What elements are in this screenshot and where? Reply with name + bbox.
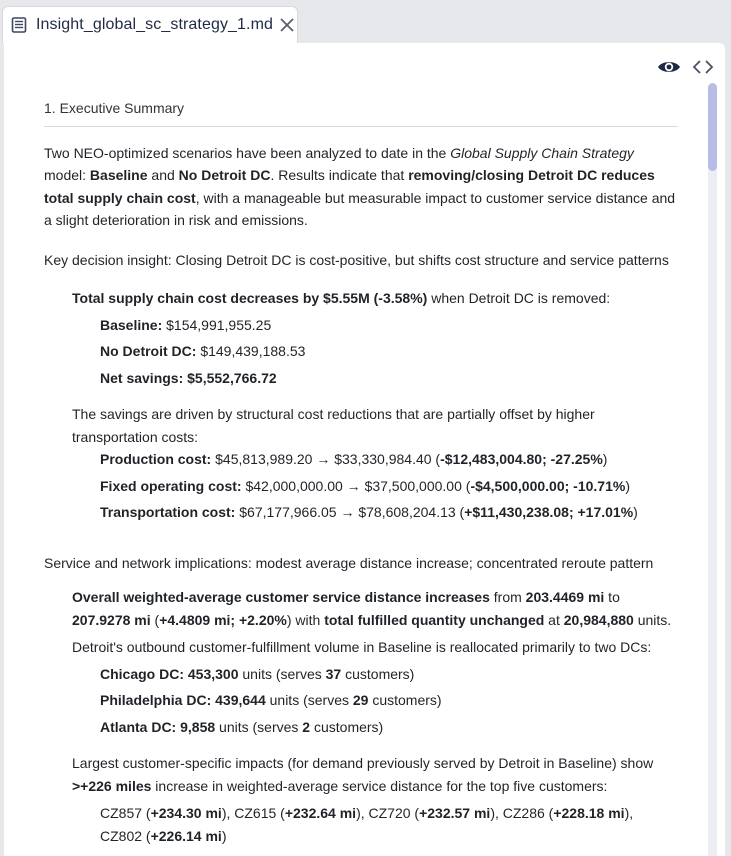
- file-tab[interactable]: [2, 6, 298, 43]
- philadelphia-dc: Philadelphia DC: 439,644 units (serves 29 customers): [100, 692, 442, 708]
- markdown-preview: [44, 97, 678, 847]
- no-detroit-cost: No Detroit DC: $149,439,188.53: [100, 343, 306, 359]
- view-toolbar: [657, 57, 715, 77]
- baseline-cost: Baseline: $154,991,955.25: [100, 316, 272, 333]
- document-icon: [11, 17, 27, 33]
- top-customers: CZ857 (+234.30 mi), CZ615 (+232.64 mi), CZ720 (+232.57 mi), CZ286 (+228.18 mi), CZ802 (+226.14 mi): [100, 805, 634, 844]
- eye-icon[interactable]: [657, 57, 681, 77]
- chicago-dc: Chicago DC: 453,300 units (serves 37 customers): [100, 665, 415, 682]
- customer-impacts: Largest customer-specific impacts (for demand previously served by Detroit in Baseline) show >+226 miles increase in weighted-average service distance for the top five customers:: [72, 755, 654, 794]
- key-insight: Key decision insight: Closing Detroit DC is cost-positive, but shifts cost structure and service patterns: [44, 251, 669, 268]
- fixed-operating-cost: Fixed operating cost: $42,000,000.00 → $37,500,000.00 (-$4,500,000.00; -10.71%): [100, 477, 630, 494]
- tab-title: Insight_global_sc_strategy_1.md: [36, 16, 274, 33]
- section-heading: 1. Executive Summary: [44, 97, 678, 127]
- net-savings: Net savings: $5,552,766.72: [100, 369, 277, 386]
- scrollbar-thumb[interactable]: [708, 83, 717, 171]
- atlanta-dc: Atlanta DC: 9,858 units (serves 2 customers): [100, 718, 384, 735]
- cost-headline: Total supply chain cost decreases by $5.55M (-3.58%) when Detroit DC is removed:: [72, 290, 611, 306]
- production-cost: Production cost: $45,813,989.20 → $33,330,984.40 (-$12,483,004.80; -27.25%): [100, 451, 608, 467]
- service-heading: Service and network implications: modest average distance increase; concentrated reroute pattern: [44, 554, 654, 571]
- close-icon[interactable]: [279, 17, 295, 33]
- reallocation-intro: Detroit's outbound customer-fulfillment volume in Baseline is reallocated primarily to two DCs:: [72, 639, 652, 655]
- transportation-cost: Transportation cost: $67,177,966.05 → $78,608,204.13 (+$11,430,238.08; +17.01%): [100, 504, 638, 520]
- vertical-scrollbar[interactable]: [708, 83, 717, 856]
- code-icon[interactable]: [691, 57, 715, 77]
- drivers-intro: The savings are driven by structural cost reductions that are partially offset by higher transportation costs:: [72, 406, 595, 445]
- editor-panel: [4, 43, 725, 856]
- service-distance: Overall weighted-average customer service distance increases from 203.4469 mi to 207.9278 mi (+4.4809 mi; +2.20%) with total fulfilled quantity unchanged at 20,984,880 units.: [72, 589, 672, 628]
- intro-paragraph: Two NEO-optimized scenarios have been analyzed to date in the Global Supply Chain Strategy model: Baseline and No Detroit DC. Results indicate that removing/closing Detroit DC reduces total supply chain cost, with a manageable but measurable impact to customer service distance and a slight deterioration in risk and emissions.: [44, 144, 676, 228]
